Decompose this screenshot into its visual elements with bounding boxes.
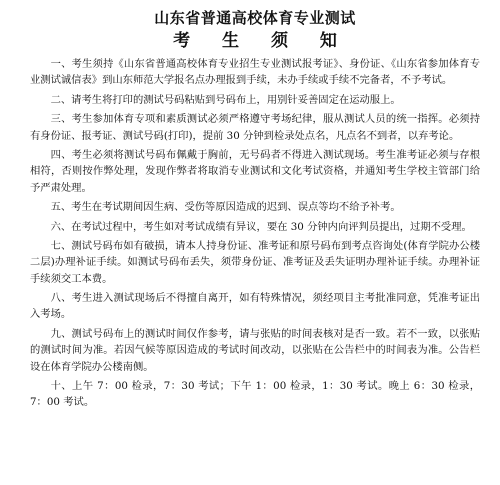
document-title: 山东省普通高校体育专业测试 <box>154 9 356 27</box>
paragraph-8: 八、考生进入测试现场后不得擅自离开，如有特殊情况，须经项目主考批准同意，凭准考证出入考场。 <box>30 292 480 321</box>
paragraph-9: 九、测试号码布上的测试时间仅作参考，请与张贴的时间表核对是否一致。若不一致，以张贴的测试时间为准。若因气候等原因造成的考试时间改动，以张贴在公告栏中的时间表为准。公告栏设在体育学院办公楼南侧。 <box>30 327 480 373</box>
paragraph-1: 一、考生须持《山东省普通高校体育专业招生专业测试报考证》、身份证、《山东省参加体育专业测试诚信表》到山东师范大学报名点办理报到手续，未办手续或手续不完备者，不予考试。 <box>30 58 480 87</box>
paragraph-10: 十、上午 7：00 检录，7：30 考试；下午 1：00 检录，1：30 考试。晚上 6：30 检录，7：00 考试。 <box>30 380 480 409</box>
paragraph-5: 五、考生在考试期间因生病、受伤等原因造成的迟到、误点等均不给予补考。 <box>50 201 401 214</box>
paragraph-6: 六、在考试过程中，考生如对考试成绩有异议，要在 30 分钟内向评判员提出，过期不受理。 <box>50 220 472 233</box>
paragraph-2: 二、请考生将打印的测试号码粘贴到号码布上，用别针妥善固定在运动服上。 <box>50 93 401 106</box>
paragraph-7: 七、测试号码布如有破损，请本人持身份证、准考证和原号码布到考点咨询处(体育学院办公楼二层)办理补证手续。如测试号码布丢失，须带身份证、准考证及丢失证明办理补证手续。办理补证手续须交工本费。 <box>30 240 480 285</box>
paragraph-4: 四、考生必须将测试号码布佩戴于胸前，无号码者不得进入测试现场。考生准考证必须与存根相符，否则按作弊处理，发现作弊者将取消专业测试和文化考试资格，并通知考生学校主管部门给予严肃处理。 <box>30 149 480 194</box>
document-subtitle: 考 生 须 知 <box>173 31 350 51</box>
paragraph-3: 三、考生参加体育专项和素质测试必须严格遵守考场纪律，服从测试人员的统一指挥。必须持有身份证、报考证、测试号码(打印)，提前 30 分钟到检录处点名，凡点名不到者，以弃考论。 <box>30 113 480 142</box>
